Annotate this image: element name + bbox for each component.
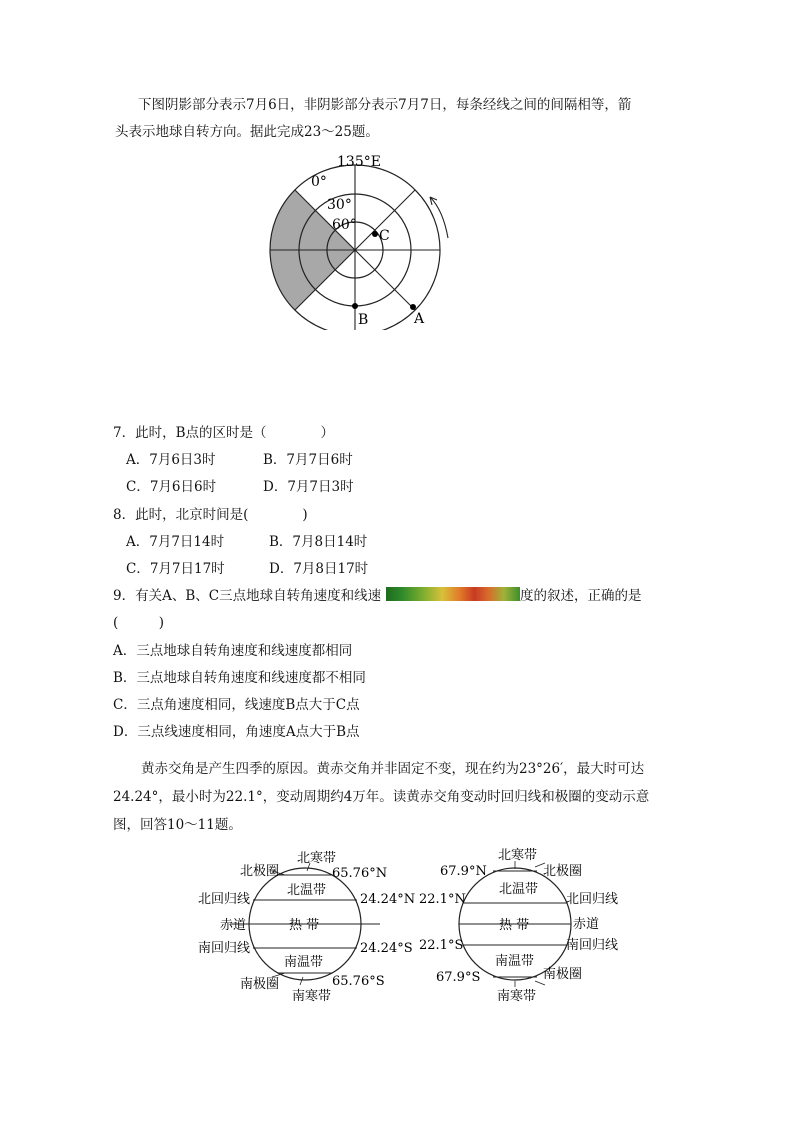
label-221n: 22.1°N xyxy=(419,892,466,907)
label-arctic-circle: 北极圈 xyxy=(240,864,280,879)
q8-option-a[interactable]: A．7月7日14时 xyxy=(126,534,225,550)
label-antarctic-circle: 南极圈 xyxy=(240,977,280,992)
label-2424s: 24.24°S xyxy=(360,941,413,956)
rotation-arrow xyxy=(430,197,448,238)
label-north-temperate: 北温带 xyxy=(499,882,539,897)
label-135e: 135°E xyxy=(337,154,381,170)
q9-option-d[interactable]: D．三点线速度相同，角速度A点大于B点 xyxy=(113,724,360,740)
intro-line-1: 下图阴影部分表示7月6日，非阴影部分表示7月7日，每条经线之间的间隔相等，箭 xyxy=(138,97,632,113)
leader-line xyxy=(300,977,303,985)
label-679n: 67.9°N xyxy=(440,864,487,879)
label-antarctic-circle: 南极圈 xyxy=(543,967,583,982)
zone-diagram-max xyxy=(190,845,420,1010)
label-30-deg: 30° xyxy=(327,197,352,213)
q9-option-c[interactable]: C．三点角速度相同，线速度B点大于C点 xyxy=(113,697,360,713)
label-arctic-circle: 北极圈 xyxy=(543,864,583,879)
label-tropics: 热 带 xyxy=(289,918,320,933)
label-221s: 22.1°S xyxy=(419,938,464,953)
label-equator: 赤道 xyxy=(573,917,600,932)
label-south-temperate: 南温带 xyxy=(284,955,324,970)
label-2424n: 24.24°N xyxy=(360,892,416,907)
passage2-line-2: 24.24°，最小时为22.1°，变动周期约4万年。读黄赤交角变动时回归线和极圈的变动示意 xyxy=(113,789,650,805)
q9-stem-start: 9．有关A、B、C三点地球自转角速度和线速 xyxy=(113,588,382,604)
label-south-frigid: 南寒带 xyxy=(292,989,332,1004)
label-north-frigid: 北寒带 xyxy=(297,851,337,866)
label-tropic-cancer: 北回归线 xyxy=(198,892,251,907)
label-6576s: 65.76°S xyxy=(332,974,385,989)
label-679s: 67.9°S xyxy=(436,970,481,985)
label-south-temperate: 南温带 xyxy=(495,954,535,969)
passage2-line-1: 黄赤交角是产生四季的原因。黄赤交角并非固定不变，现在约为23°26′，最大时可达 xyxy=(141,761,645,777)
label-0-deg: 0° xyxy=(311,174,327,190)
gradient-color-bar xyxy=(386,587,520,601)
q7-option-d[interactable]: D．7月7日3时 xyxy=(263,479,354,495)
label-tropic-capricorn: 南回归线 xyxy=(198,941,251,956)
q9-option-a[interactable]: A．三点地球自转角速度和线速度都相同 xyxy=(113,643,353,659)
q7-option-c[interactable]: C．7月6日6时 xyxy=(126,479,217,495)
intro-line-2: 头表示地球自转方向。据此完成23～25题。 xyxy=(115,124,379,140)
q8-option-c[interactable]: C．7月7日17时 xyxy=(126,561,225,577)
q9-option-b[interactable]: B．三点地球自转角速度和线速度都不相同 xyxy=(113,670,366,686)
q7-stem: 7．此时，B点的区时是（ ） xyxy=(113,425,335,441)
zone-diagram-min xyxy=(415,845,645,1010)
label-north-temperate: 北温带 xyxy=(287,883,327,898)
q9-stem-end: 度的叙述，正确的是 xyxy=(520,588,642,604)
q7-option-a[interactable]: A．7月6日3时 xyxy=(126,452,216,468)
label-tropic-cancer: 北回归线 xyxy=(566,892,619,907)
label-tropic-capricorn: 南回归线 xyxy=(566,938,619,953)
label-6576n: 65.76°N xyxy=(332,866,388,881)
point-b-dot xyxy=(352,303,358,309)
q8-option-d[interactable]: D．7月8日17时 xyxy=(269,561,369,577)
label-point-a: A xyxy=(414,311,425,327)
polar-diagram xyxy=(265,150,465,330)
q9-paren: ( ) xyxy=(113,615,165,631)
label-south-frigid: 南寒带 xyxy=(497,989,537,1004)
point-c-dot xyxy=(372,231,378,237)
q8-option-b[interactable]: B．7月8日14时 xyxy=(269,534,368,550)
label-60-deg: 60° xyxy=(332,217,357,233)
label-equator: 赤道 xyxy=(220,918,247,933)
label-point-c: C xyxy=(379,228,390,244)
label-north-frigid: 北寒带 xyxy=(498,848,538,863)
passage2-line-3: 图，回答10～11题。 xyxy=(113,817,242,833)
label-point-b: B xyxy=(358,312,369,328)
q8-stem: 8．此时，北京时间是( ) xyxy=(113,507,308,523)
label-tropics: 热 带 xyxy=(499,918,530,933)
q7-option-b[interactable]: B．7月7日6时 xyxy=(263,452,353,468)
point-a-dot xyxy=(410,304,416,310)
